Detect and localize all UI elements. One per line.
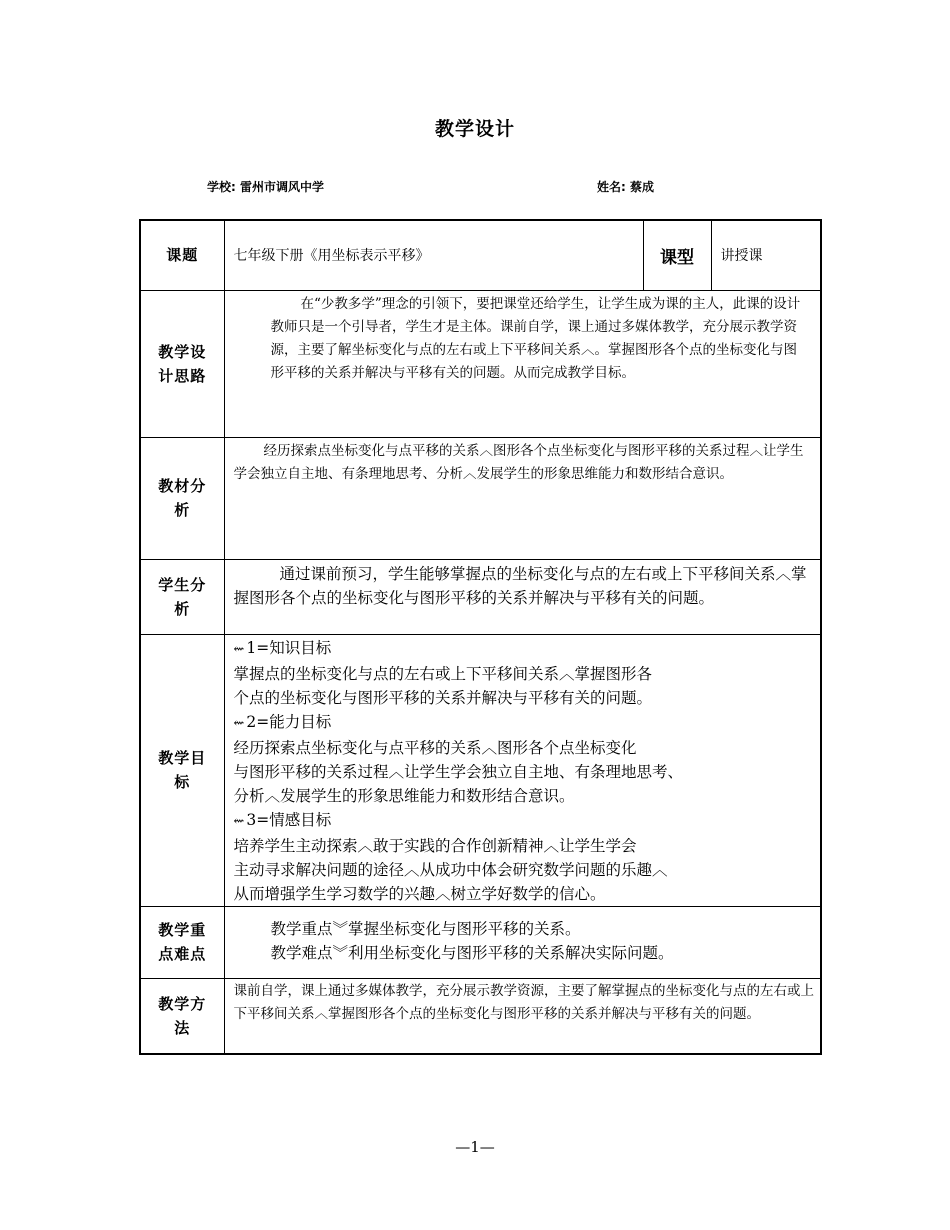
document-title: 教学设计 — [434, 118, 515, 140]
goal-2-title: ⇜ 2=能力目标 — [233, 712, 332, 731]
students-label — [140, 559, 224, 634]
goals-content — [225, 635, 821, 906]
important-point: 教学重点︾掌握坐标变化与图形平移的关系。 — [270, 919, 581, 938]
design-text: 在“少教多学”理念的引领下，要把课堂还给学生，让学生成为课的主人，此课的设计教师只是一个引导者，学生才是主体。课前自学，课上通过多媒体教学，充分展示教学资源，主要了解坐标变化与点的左右或上下平移间关系︿。掌握图形各个点的坐标变化与图形平移的关系并解决与平移有关的问题。从而完成教学目标。 — [270, 295, 801, 381]
page-number: —1— — [455, 1138, 495, 1156]
students-text: 通过课前预习，学生能够掌握点的坐标变化与点的左右或上下平移间关系︿掌握图形各个点的坐标变化与图形平移的关系并解决与平移有关的问题。 — [233, 564, 807, 607]
method-label-text: 教学方法 — [158, 994, 207, 1037]
method-label — [140, 978, 224, 1054]
name-field: 姓名: 蔡成 — [597, 180, 654, 194]
goals-label-text: 教学目标 — [158, 749, 207, 791]
keypoints-label-text: 教学重点难点 — [158, 921, 207, 963]
goal-1-line: 掌握点的坐标变化与点的左右或上下平移间关系︿掌握图形各 — [233, 664, 653, 683]
row-method — [140, 978, 821, 1054]
topic-label: 课题 — [140, 220, 224, 290]
design-label-text: 教学设计思路 — [158, 342, 207, 385]
goal-3-line: 主动寻求解决问题的途径︿从成功中体会研究数学问题的乐趣︿ — [233, 860, 668, 879]
lesson-plan-table — [139, 219, 822, 1055]
keypoints-label — [140, 906, 224, 978]
row-keypoints — [140, 906, 821, 978]
row-design — [140, 290, 821, 437]
lesson-type-value: 讲授课 — [711, 220, 821, 290]
goal-1-title: ⇜ 1=知识目标 — [233, 638, 332, 657]
goal-2-line: 分析︿发展学生的形象思维能力和数形结合意识。 — [233, 786, 575, 805]
goals-label — [140, 634, 224, 906]
goal-1-line: 个点的坐标变化与图形平移的关系并解决与平移有关的问题。 — [233, 688, 653, 707]
material-label-text: 教材分析 — [158, 477, 207, 519]
row-material — [140, 437, 821, 559]
row-topic — [140, 220, 821, 290]
design-label — [140, 290, 224, 437]
bullet-icon: ⇜ — [233, 715, 245, 731]
material-text: 经历探索点坐标变化与点平移的关系︿图形各个点坐标变化与图形平移的关系过程︿让学生学会独立自主地、有条理地思考、分析︿发展学生的形象思维能力和数形结合意识。 — [233, 442, 804, 482]
students-label-text: 学生分析 — [158, 575, 207, 618]
goal-3-line: 培养学生主动探索︿敢于实践的合作创新精神︿让学生学会 — [233, 836, 637, 855]
topic-value: 七年级下册《用坐标表示平移》 — [224, 220, 643, 290]
material-label — [140, 437, 224, 559]
difficult-point: 教学难点︾利用坐标变化与图形平移的关系解决实际问题。 — [270, 943, 674, 962]
school-field: 学校: 雷州市调风中学 — [207, 180, 324, 194]
goal-3-title: ⇜ 3=情感目标 — [233, 810, 332, 829]
row-students — [140, 559, 821, 634]
bullet-icon: ⇜ — [233, 641, 245, 657]
lesson-type-label: 课型 — [643, 220, 711, 290]
row-goals — [140, 634, 821, 906]
bullet-icon: ⇜ — [233, 813, 245, 829]
method-text: 课前自学，课上通过多媒体教学，充分展示教学资源，主要了解掌握点的坐标变化与点的左右或上下平移间关系︿掌握图形各个点的坐标变化与图形平移的关系并解决与平移有关的问题。 — [233, 982, 814, 1022]
goal-2-line: 经历探索点坐标变化与点平移的关系︿图形各个点坐标变化 — [233, 738, 637, 757]
goal-2-line: 与图形平移的关系过程︿让学生学会独立自主地、有条理地思考、 — [233, 762, 684, 781]
keypoints-content — [225, 907, 821, 965]
goal-3-line: 从而增强学生学习数学的兴趣︿树立学好数学的信心。 — [233, 884, 606, 903]
